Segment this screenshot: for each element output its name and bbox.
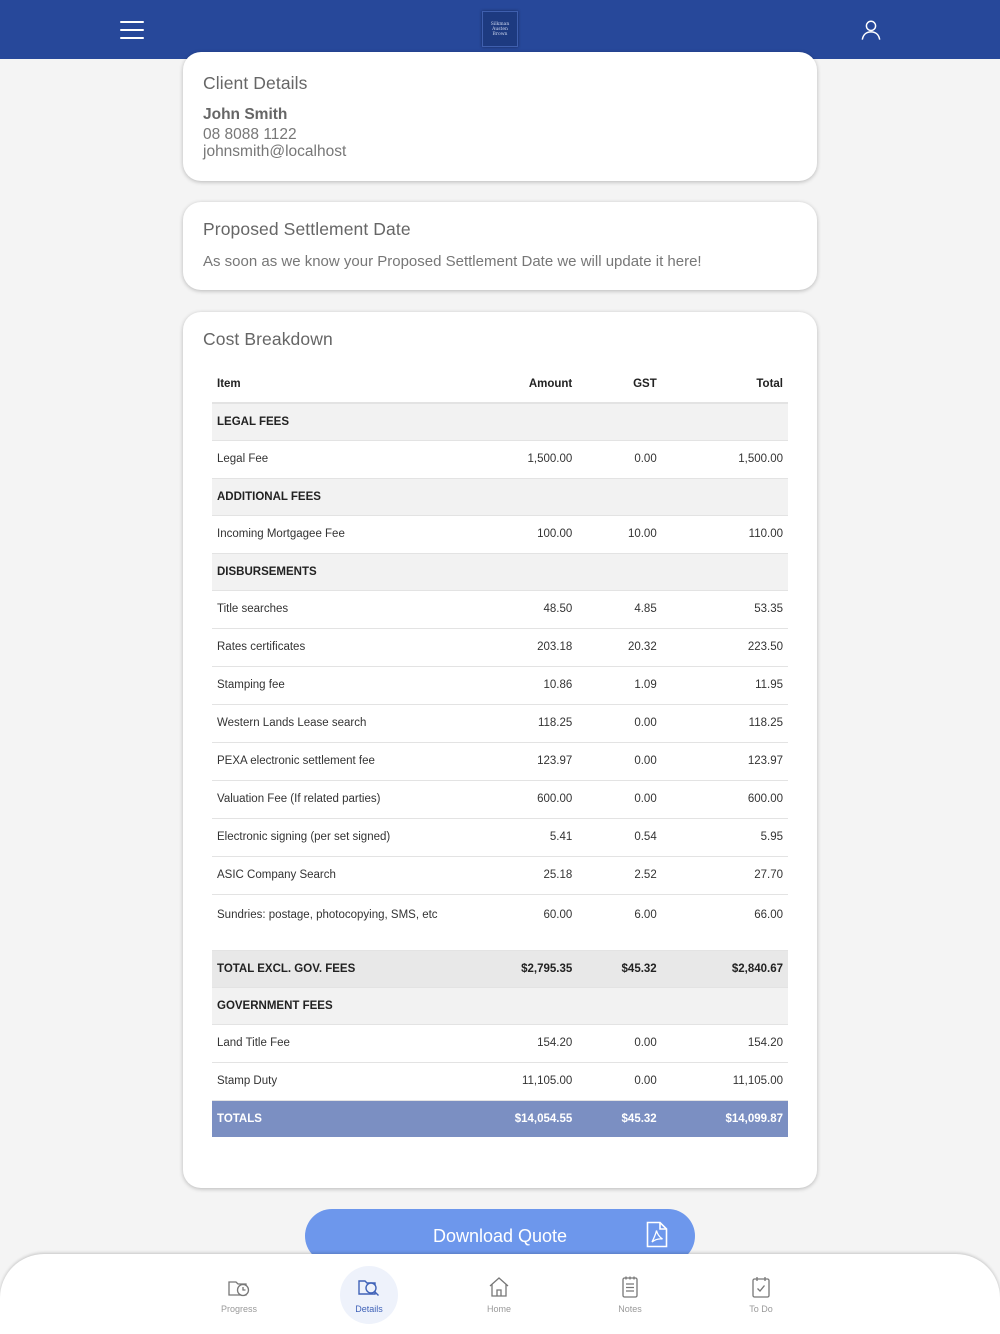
row-total: 123.97 <box>662 742 788 780</box>
column-header-item: Item <box>212 365 451 403</box>
row-amount: 123.97 <box>451 742 577 780</box>
row-amount: 600.00 <box>451 780 577 818</box>
row-item: Title searches <box>212 590 451 628</box>
row-item: Western Lands Lease search <box>212 704 451 742</box>
nav-notes[interactable] <box>601 1266 659 1324</box>
row-gst: 0.00 <box>577 1024 661 1062</box>
nav-details[interactable] <box>340 1266 398 1324</box>
column-header-amount: Amount <box>451 365 577 403</box>
table-row <box>212 628 788 666</box>
section-row <box>212 478 788 515</box>
row-item: PEXA electronic settlement fee <box>212 742 451 780</box>
nav-label: Details <box>355 1304 383 1314</box>
table-row <box>212 818 788 856</box>
column-header-total: Total <box>662 365 788 403</box>
table-row <box>212 1062 788 1100</box>
row-item: Rates certificates <box>212 628 451 666</box>
row-item: Legal Fee <box>212 440 451 478</box>
client-phone[interactable]: 08 8088 1122 <box>203 126 297 143</box>
logo-text: Silkman Austen Brown <box>490 21 510 37</box>
nav-label: Progress <box>220 1304 257 1314</box>
subtotal-gst: $45.32 <box>577 950 661 987</box>
row-total: 66.00 <box>662 894 788 950</box>
table-row <box>212 780 788 818</box>
nav-home[interactable] <box>470 1266 528 1324</box>
row-item: Sundries: postage, photocopying, SMS, etc <box>212 894 451 950</box>
row-item: Land Title Fee <box>212 1024 451 1062</box>
table-row <box>212 590 788 628</box>
cost-breakdown-card <box>183 312 817 1188</box>
row-total: 1,500.00 <box>662 440 788 478</box>
table-row <box>212 440 788 478</box>
nav-todo[interactable] <box>732 1266 790 1324</box>
row-gst: 0.54 <box>577 818 661 856</box>
row-total: 600.00 <box>662 780 788 818</box>
section-label: DISBURSEMENTS <box>212 553 788 590</box>
table-header-row <box>212 365 788 403</box>
row-gst: 0.00 <box>577 704 661 742</box>
hamburger-icon[interactable] <box>120 21 144 39</box>
row-amount: 48.50 <box>451 590 577 628</box>
row-gst: 6.00 <box>577 894 661 950</box>
nav-progress[interactable] <box>210 1266 268 1324</box>
cost-breakdown-title: Cost Breakdown <box>203 329 333 349</box>
table-row <box>212 1024 788 1062</box>
table-row <box>212 894 788 950</box>
section-row <box>212 553 788 590</box>
row-amount: 100.00 <box>451 515 577 553</box>
settlement-date-card <box>183 202 817 290</box>
row-item: Electronic signing (per set signed) <box>212 818 451 856</box>
section-label: LEGAL FEES <box>212 403 788 440</box>
nav-label: Notes <box>618 1304 642 1314</box>
nav-label: To Do <box>749 1304 773 1314</box>
table-row <box>212 856 788 894</box>
row-total: 11.95 <box>662 666 788 704</box>
row-item: ASIC Company Search <box>212 856 451 894</box>
totals-row <box>212 1100 788 1137</box>
row-gst: 1.09 <box>577 666 661 704</box>
row-gst: 20.32 <box>577 628 661 666</box>
notes-icon <box>618 1275 642 1299</box>
row-total: 110.00 <box>662 515 788 553</box>
table-row <box>212 515 788 553</box>
progress-icon <box>227 1275 251 1299</box>
row-amount: 203.18 <box>451 628 577 666</box>
section-row <box>212 403 788 440</box>
row-amount: 1,500.00 <box>451 440 577 478</box>
row-gst: 10.00 <box>577 515 661 553</box>
row-total: 223.50 <box>662 628 788 666</box>
row-total: 27.70 <box>662 856 788 894</box>
row-amount: 118.25 <box>451 704 577 742</box>
row-total: 118.25 <box>662 704 788 742</box>
section-row <box>212 987 788 1024</box>
row-total: 154.20 <box>662 1024 788 1062</box>
details-icon <box>357 1275 381 1299</box>
settlement-message: As soon as we know your Proposed Settlement Date we will update it here! <box>203 253 702 270</box>
row-amount: 11,105.00 <box>451 1062 577 1100</box>
row-gst: 0.00 <box>577 780 661 818</box>
home-icon <box>487 1275 511 1299</box>
column-header-gst: GST <box>577 365 661 403</box>
section-label: GOVERNMENT FEES <box>212 987 788 1024</box>
row-total: 11,105.00 <box>662 1062 788 1100</box>
bottom-nav <box>0 1254 1000 1334</box>
table-row <box>212 742 788 780</box>
subtotal-total: $2,840.67 <box>662 950 788 987</box>
pdf-icon <box>646 1221 668 1248</box>
client-details-title: Client Details <box>203 73 308 93</box>
row-amount: 10.86 <box>451 666 577 704</box>
totals-amount: $14,054.55 <box>451 1100 577 1137</box>
row-gst: 2.52 <box>577 856 661 894</box>
client-details-card <box>183 52 817 181</box>
totals-label: TOTALS <box>212 1100 451 1137</box>
row-amount: 5.41 <box>451 818 577 856</box>
row-total: 53.35 <box>662 590 788 628</box>
user-icon[interactable] <box>860 19 882 41</box>
table-row <box>212 704 788 742</box>
row-item: Incoming Mortgagee Fee <box>212 515 451 553</box>
app-header <box>0 0 1000 59</box>
totals-gst: $45.32 <box>577 1100 661 1137</box>
row-amount: 25.18 <box>451 856 577 894</box>
table-row <box>212 666 788 704</box>
client-name: John Smith <box>203 106 288 123</box>
logo[interactable] <box>482 11 518 47</box>
settlement-title: Proposed Settlement Date <box>203 219 411 239</box>
row-amount: 60.00 <box>451 894 577 950</box>
cost-table <box>212 365 788 1137</box>
section-label: ADDITIONAL FEES <box>212 478 788 515</box>
subtotal-amount: $2,795.35 <box>451 950 577 987</box>
row-total: 5.95 <box>662 818 788 856</box>
client-email[interactable]: johnsmith@localhost <box>203 143 347 160</box>
download-quote-label: Download Quote <box>432 1225 568 1246</box>
row-gst: 4.85 <box>577 590 661 628</box>
todo-icon <box>749 1275 773 1299</box>
nav-label: Home <box>486 1304 511 1314</box>
subtotal-label: TOTAL EXCL. GOV. FEES <box>212 950 451 987</box>
row-item: Stamping fee <box>212 666 451 704</box>
row-item: Stamp Duty <box>212 1062 451 1100</box>
row-gst: 0.00 <box>577 1062 661 1100</box>
row-gst: 0.00 <box>577 742 661 780</box>
row-item: Valuation Fee (If related parties) <box>212 780 451 818</box>
totals-total: $14,099.87 <box>662 1100 788 1137</box>
row-amount: 154.20 <box>451 1024 577 1062</box>
subtotal-row <box>212 950 788 987</box>
row-gst: 0.00 <box>577 440 661 478</box>
